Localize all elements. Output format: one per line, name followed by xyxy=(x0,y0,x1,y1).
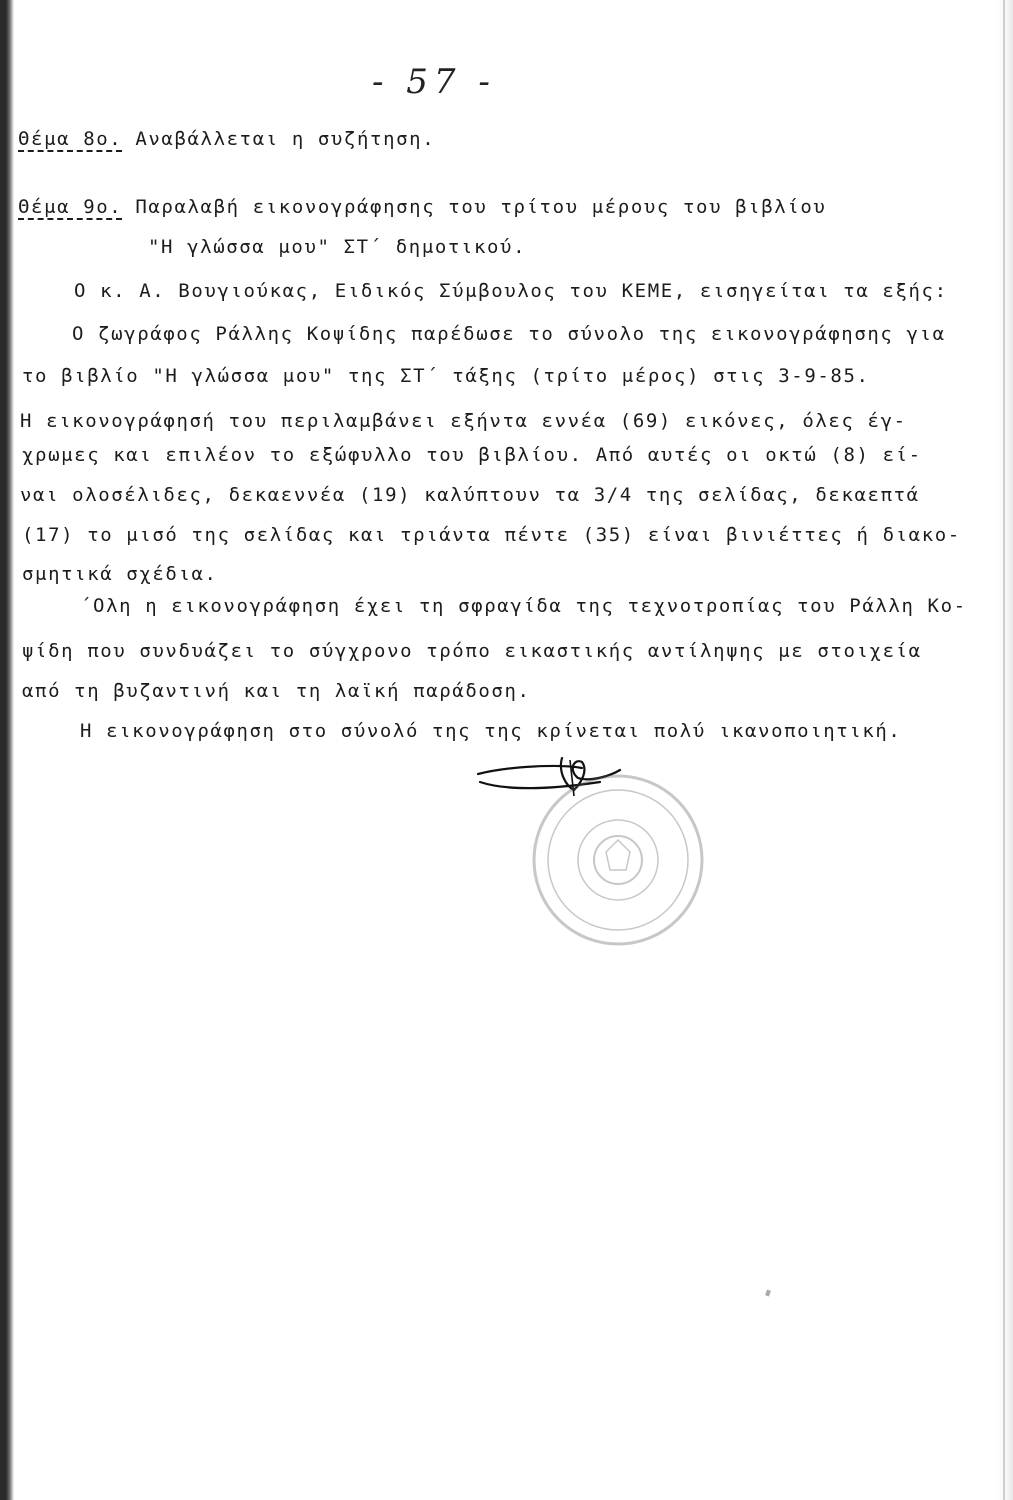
body-line: από τη βυζαντινή και τη λαϊκή παράδοση. xyxy=(22,680,531,702)
page-number: - 57 - xyxy=(372,62,496,102)
paper-speck xyxy=(765,1289,771,1296)
theme-9-line-2: "Η γλώσσα μου" ΣΤ΄ δημοτικού. xyxy=(148,236,527,258)
body-line: Ο ζωγράφος Ράλλης Κοψίδης παρέδωσε το σύνολο της εικονογράφησης για xyxy=(72,323,946,345)
body-line: Ο κ. Α. Βουγιούκας, Ειδικός Σύμβουλος του ΚΕΜΕ, εισηγείται τα εξής: xyxy=(74,280,948,302)
body-line: Η εικονογράφηση στο σύνολό της της κρίνεται πολύ ικανοποιητική. xyxy=(80,720,902,742)
body-line: ψίδη που συνδυάζει το σύγχρονο τρόπο εικαστικής αντίληψης με στοιχεία xyxy=(22,640,922,662)
body-line: ΄Ολη η εικονογράφηση έχει τη σφραγίδα της τεχνοτροπίας του Ράλλη Κο- xyxy=(80,595,967,617)
body-line: ναι ολοσέλιδες, δεκαεννέα (19) καλύπτουν τα 3/4 της σελίδας, δεκαεπτά xyxy=(20,484,920,506)
binding-edge xyxy=(0,0,14,1500)
official-stamp xyxy=(508,770,728,950)
body-line: το βιβλίο "Η γλώσσα μου" της ΣΤ΄ τάξης (τρίτο μέρος) στις 3-9-85. xyxy=(22,365,870,387)
theme-9-label: Θέμα 9ο. xyxy=(18,196,123,218)
theme-9-line xyxy=(18,196,826,218)
body-line: (17) το μισό της σελίδας και τριάντα πέντε (35) είναι βινιέττες ή διακο- xyxy=(22,524,961,546)
body-line: χρωμες και επιλέον το εξώφυλλο του βιβλίου. Από αυτές οι οκτώ (8) εί- xyxy=(22,444,922,466)
theme-9-text: Παραλαβή εικονογράφησης του τρίτου μέρους του βιβλίου xyxy=(122,196,827,218)
theme-8-text: Αναβάλλεται η συζήτηση. xyxy=(122,128,436,150)
theme-8-line xyxy=(18,128,435,150)
theme-8-label: Θέμα 8ο. xyxy=(18,128,123,150)
body-line: Η εικονογράφησή του περιλαμβάνει εξήντα εννέα (69) εικόνες, όλες έγ- xyxy=(20,410,907,432)
body-line: σμητικά σχέδια. xyxy=(22,563,218,585)
page-edge xyxy=(995,0,1013,1500)
